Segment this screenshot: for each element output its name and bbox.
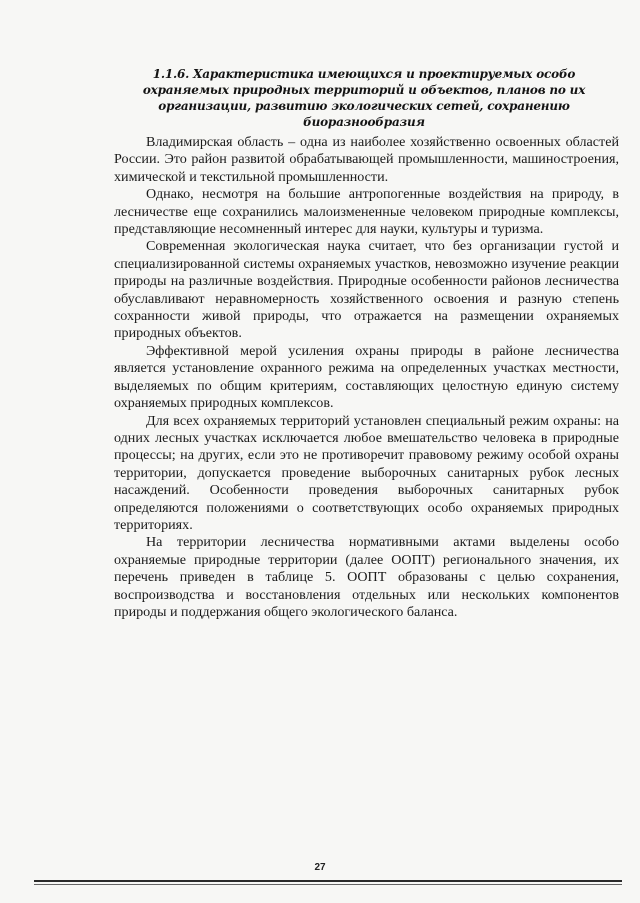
paragraph-2: Однако, несмотря на большие антропогенные воздействия на природу, в лесничестве еще сохранились малоизмененные человеком природные комплексы, представляющие несомненный интерес для науки, культуры и туризма. [114,186,619,238]
body-text [114,134,619,621]
section-heading: 1.1.6. Характеристика имеющихся и проектируемых особо охраняемых природных территорий и объектов, планов по их организации, развитию экологических сетей, сохранению биоразнообразия [142,67,586,129]
paragraph-1: Владимирская область – одна из наиболее хозяйственно освоенных областей России. Это район развитой обрабатывающей промышленности, машиностроения, химической и текстильной промышленности. [114,134,619,185]
footer-rule-thin [34,884,622,885]
paragraph-5: Для всех охраняемых территорий установлен специальный режим охраны: на одних лесных участках исключается любое вмешательство человека в природные процессы; на других, если это не противоречит правовому режиму особой охраны территории, допускается проведение выборочных санитарных рубок лесных насаждений. Особенности проведения выборочных санитарных рубок определяются положениями о соответствующих особо охраняемых природных территориях. [114,412,619,533]
footer-rule [34,880,622,882]
page-number: 27 [314,862,326,873]
paragraph-3: Современная экологическая наука считает, что без организации густой и специализированной системы охраняемых участков, невозможно изучение реакции природы на различные воздействия. Природные особенности районов лесничества обуславливают неравномерность хозяйственного освоения и разную степень сохранности живой природы, что отражается на размещении охраняемых природных объектов. [114,238,619,342]
paragraph-6: На территории лесничества нормативными актами выделены особо охраняемые природные территории (далее ООПТ) регионального значения, их перечень приведен в таблице 5. ООПТ образованы с целью сохранения, воспроизводства и восстановления отдельных или нескольких компонентов природы и поддержания общего экологического баланса. [114,534,619,620]
paragraph-4: Эффективной мерой усиления охраны природы в районе лесничества является установление охранного режима на определенных участках местности, выделяемых по общим критериям, составляющих целостную единую систему охраняемых природных комплексов. [114,342,619,412]
